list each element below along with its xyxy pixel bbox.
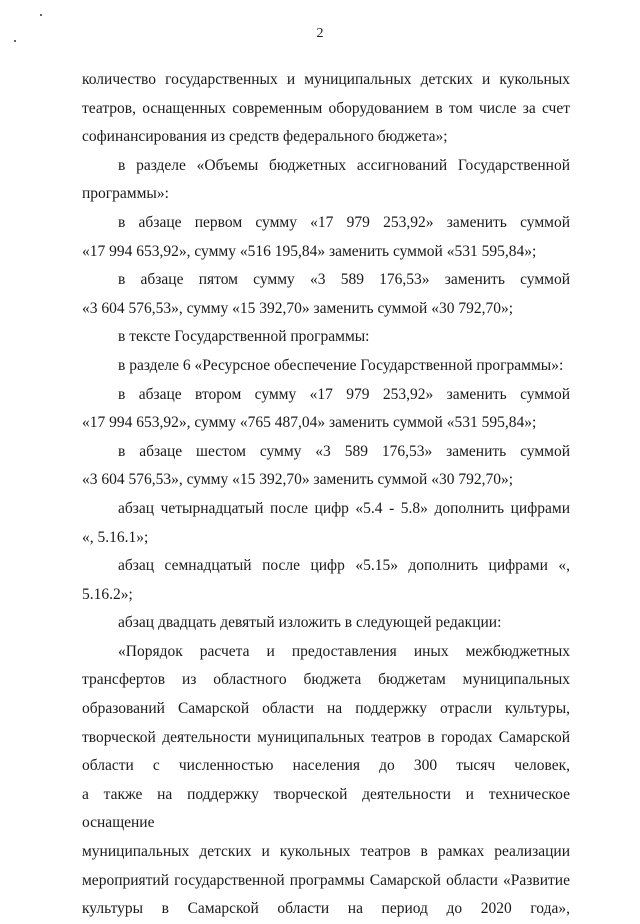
- paragraph-first-line: в абзаце пятом сумму «3 589 176,53» заменить суммой: [118, 271, 570, 289]
- paragraph-first-line: в абзаце шестом сумму «3 589 176,53» заменить суммой: [118, 442, 570, 460]
- text-line: культуры в Самарской области на период до 2020 года»,: [82, 900, 570, 918]
- text-line: «3 604 576,53», сумму «15 392,70» заменить суммой «30 792,70»;: [82, 299, 514, 317]
- paragraph-first-line: «Порядок расчета и предоставления иных межбюджетных: [118, 642, 570, 660]
- paragraph-first-line: абзац двадцать девятый изложить в следующей редакции:: [118, 614, 502, 632]
- paragraph-first-line: в разделе 6 «Ресурсное обеспечение Государственной программы»:: [118, 356, 564, 374]
- paragraph-first-line: в тексте Государственной программы:: [118, 328, 370, 346]
- text-line: программы»:: [82, 185, 169, 203]
- text-line: «17 994 653,92», сумму «516 195,84» заменить суммой «531 595,84»;: [82, 242, 537, 260]
- paragraph-first-line: количество государственных и муниципальных детских и кукольных: [82, 71, 570, 88]
- paragraph-first-line: в абзаце втором сумму «17 979 253,92» заменить суммой: [118, 385, 570, 403]
- text-line: театров, оснащенных современным оборудованием в том числе за счет: [82, 99, 570, 117]
- text-line: муниципальных детских и кукольных театров в рамках реализации: [82, 843, 570, 861]
- paragraph-first-line: в разделе «Объемы бюджетных ассигнований Государственной: [118, 156, 570, 174]
- text-line: софинансирования из средств федерального бюджета»;: [82, 128, 448, 146]
- paragraph-first-line: абзац семнадцатый после цифр «5.15» дополнить цифрами «, 5.16.2»;: [82, 557, 570, 603]
- paragraph-first-line: абзац четырнадцатый после цифр «5.4 - 5.8» дополнить цифрами: [118, 499, 570, 517]
- text-line: творческой деятельности муниципальных театров в городах Самарской: [82, 728, 570, 746]
- text-line: «, 5.16.1»;: [82, 528, 149, 546]
- text-line: образований Самарской области на поддержку отрасли культуры,: [82, 700, 570, 718]
- page-number: 2: [316, 26, 324, 41]
- text-line: а также на поддержку творческой деятельности и техническое оснащение: [82, 785, 570, 832]
- text-line: «3 604 576,53», сумму «15 392,70» заменить суммой «30 792,70»;: [82, 471, 514, 489]
- text-line: «17 994 653,92», сумму «765 487,04» заменить суммой «531 595,84»;: [82, 414, 537, 432]
- text-line: трансфертов из областного бюджета бюджетам муниципальных: [82, 671, 570, 689]
- text-line: мероприятий государственной программы Самарской области «Развитие: [82, 871, 570, 889]
- scan-speck: [40, 14, 42, 16]
- paragraph-first-line: в абзаце первом сумму «17 979 253,92» заменить суммой: [118, 213, 570, 231]
- text-line: области с численностью населения до 300 тысяч человек,: [82, 757, 570, 775]
- document-body: [82, 66, 570, 924]
